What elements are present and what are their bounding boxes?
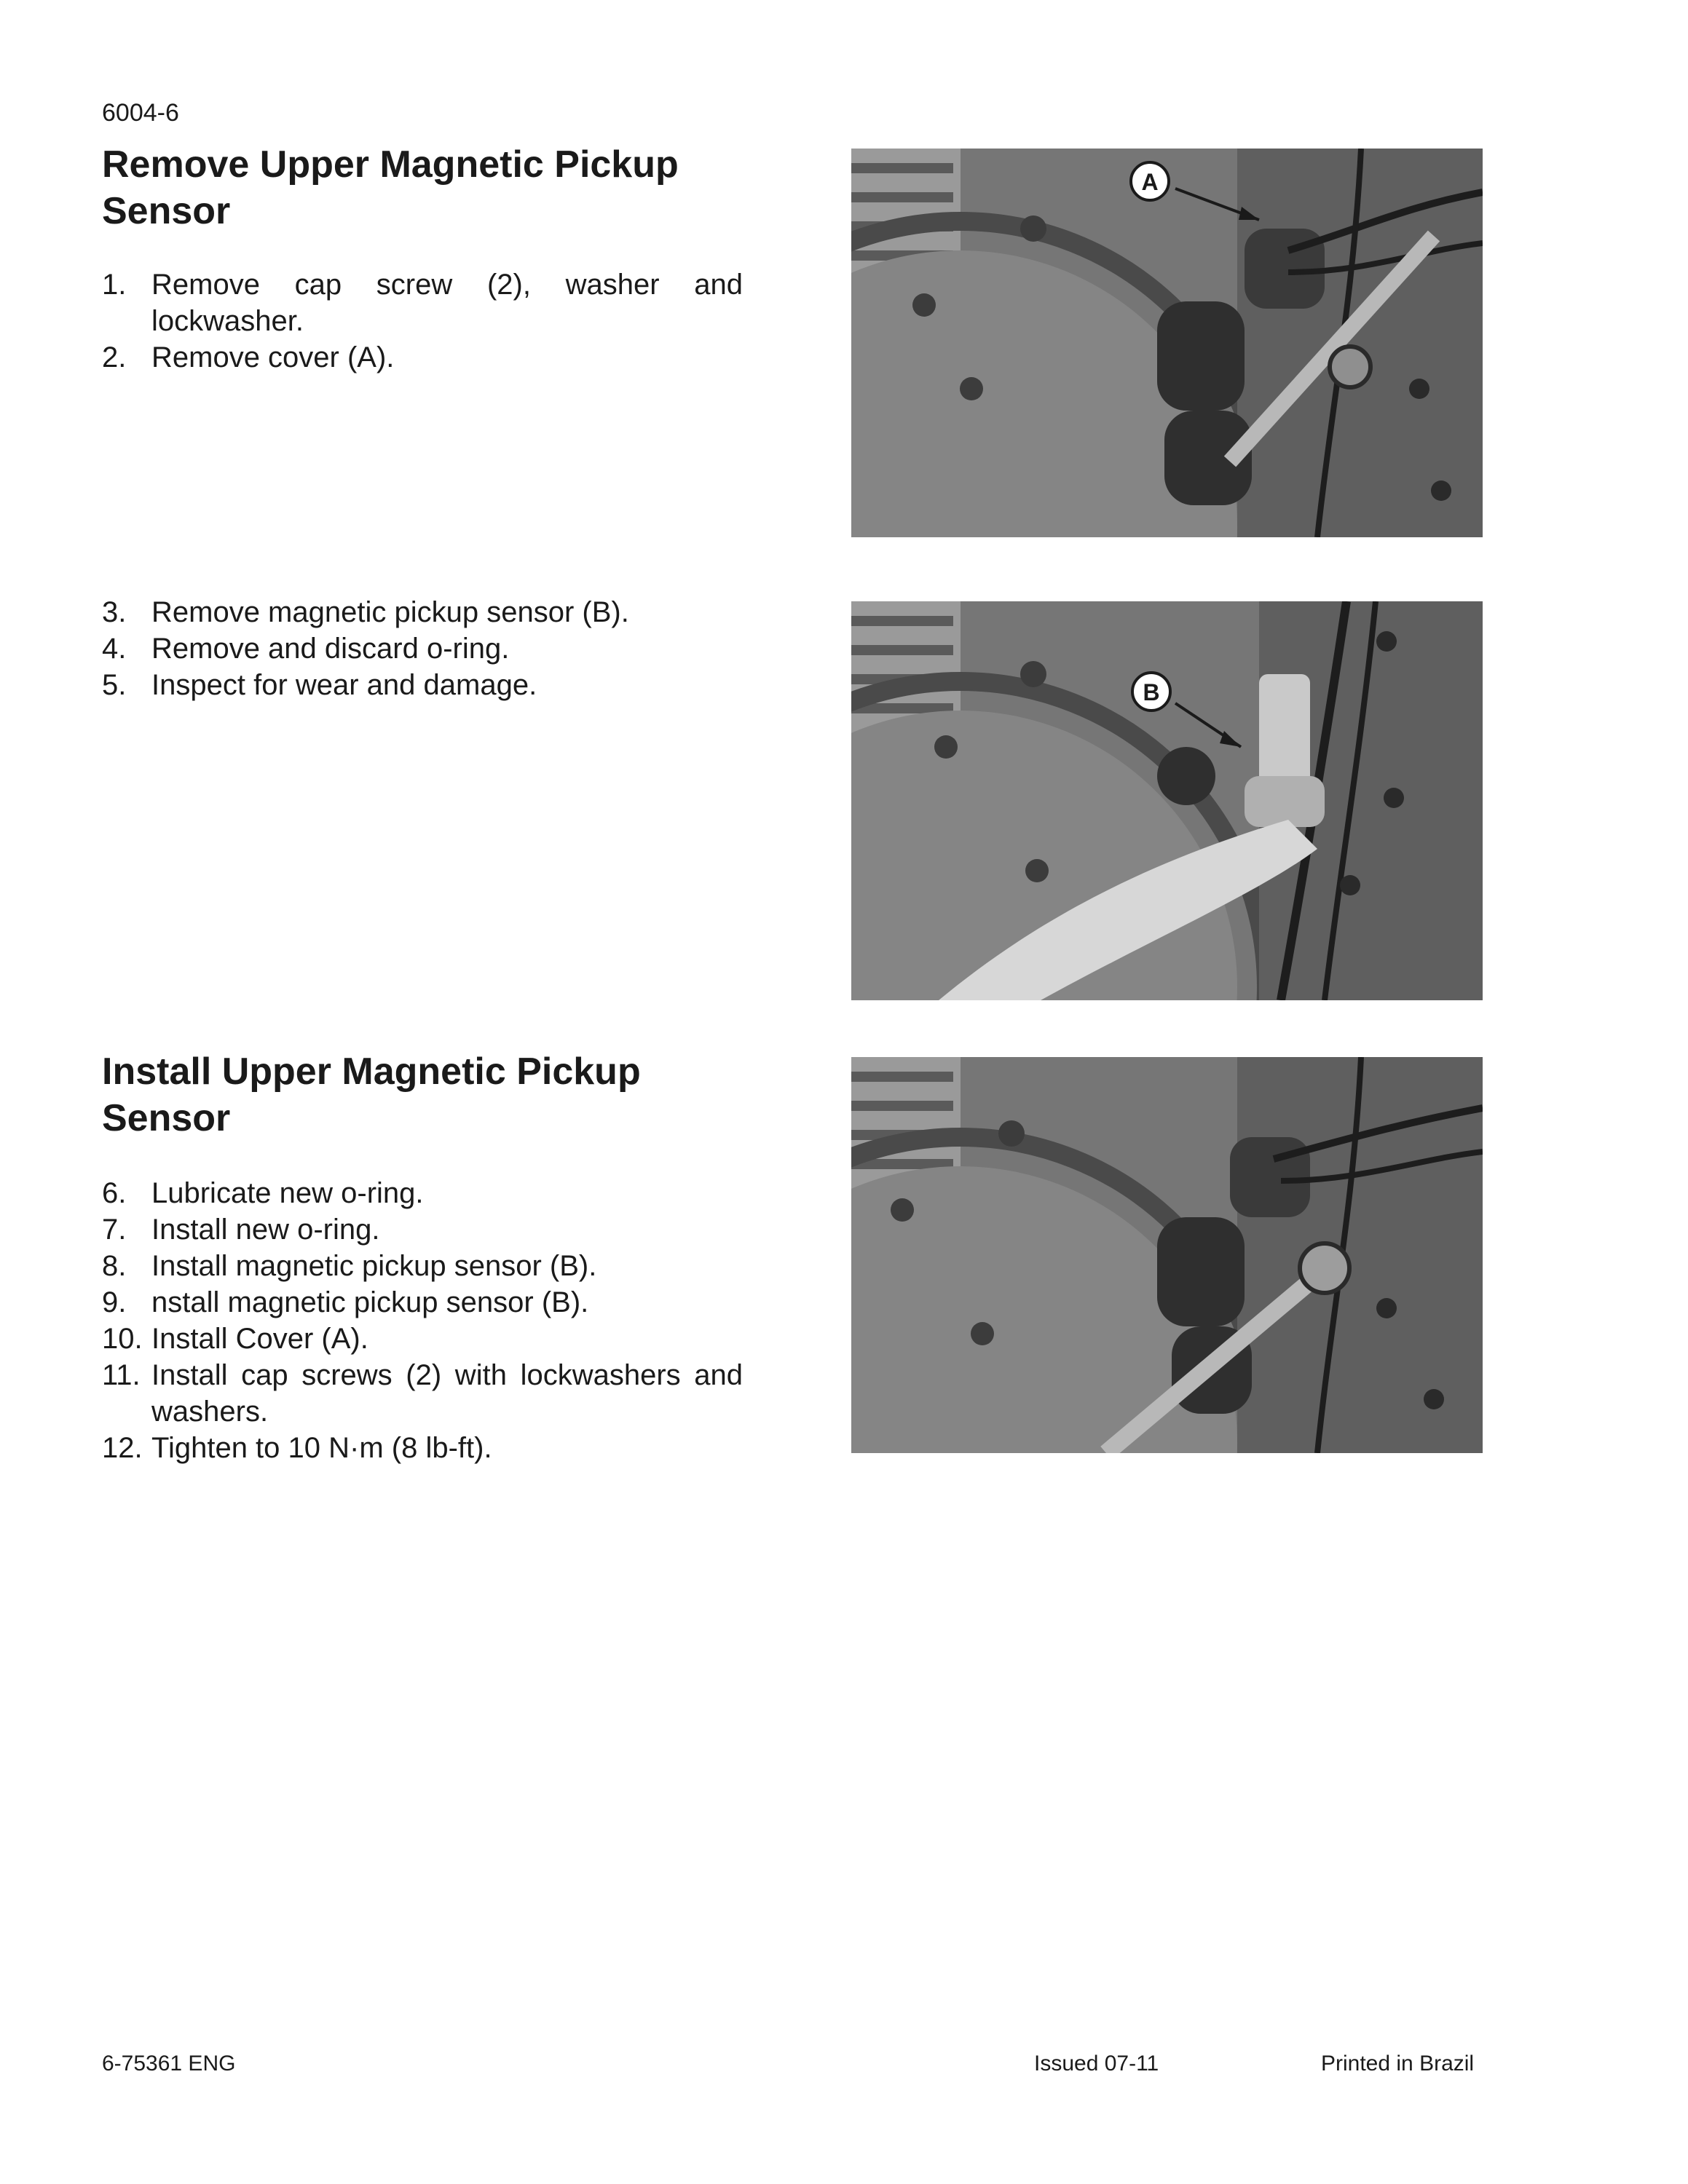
list-item xyxy=(102,1284,743,1321)
list-item xyxy=(102,667,743,703)
list-item xyxy=(102,1175,743,1211)
step-number: 5. xyxy=(102,669,127,701)
step-number: 11. xyxy=(102,1359,141,1391)
step-text: Install new o-ring. xyxy=(151,1214,380,1246)
list-item xyxy=(102,1248,743,1284)
step-number: 2. xyxy=(102,341,127,373)
step-list-install xyxy=(102,1175,743,1466)
step-number: 10. xyxy=(102,1323,143,1355)
title-line: Install Upper Magnetic Pickup xyxy=(102,1051,641,1093)
list-item xyxy=(102,594,743,630)
step-text: Remove cover (A). xyxy=(151,341,395,373)
photo-sensor-removal xyxy=(851,601,1483,1000)
step-text: Inspect for wear and damage. xyxy=(151,669,537,701)
list-item xyxy=(102,339,743,376)
list-item xyxy=(102,1430,743,1466)
step-text: Remove and discard o-ring. xyxy=(151,633,510,665)
step-text: Lubricate new o-ring. xyxy=(151,1177,424,1209)
step-list-remove-cover xyxy=(102,266,743,376)
step-text: Remove cap screw (2), washer and lockwasher. xyxy=(151,269,743,337)
step-number: 3. xyxy=(102,596,127,628)
step-text: Install Cover (A). xyxy=(151,1323,368,1355)
step-text: Install magnetic pickup sensor (B). xyxy=(151,1250,597,1282)
step-number: 6. xyxy=(102,1177,127,1209)
list-item xyxy=(102,266,743,339)
footer-issued: Issued 07-11 xyxy=(1034,2052,1159,2076)
photo-cover-removal xyxy=(851,149,1483,537)
step-number: 8. xyxy=(102,1250,127,1282)
list-item xyxy=(102,1357,743,1430)
footer-doc-code: 6-75361 ENG xyxy=(102,2052,236,2076)
title-line: Sensor xyxy=(102,1097,231,1139)
step-list-remove-sensor xyxy=(102,594,743,703)
photo-sensor-install xyxy=(851,1057,1483,1453)
section-title-remove xyxy=(102,141,757,234)
step-number: 7. xyxy=(102,1214,127,1246)
title-line: Remove Upper Magnetic Pickup xyxy=(102,143,679,186)
list-item xyxy=(102,1211,743,1248)
footer-printed: Printed in Brazil xyxy=(1321,2052,1475,2076)
page-number: 6004-6 xyxy=(102,99,179,127)
list-item xyxy=(102,630,743,667)
callout-label: B xyxy=(1143,679,1160,705)
step-text: Install cap screws (2) with lockwashers and washers. xyxy=(151,1359,743,1428)
callout-label: A xyxy=(1141,169,1159,195)
section-title-install xyxy=(102,1048,757,1142)
list-item xyxy=(102,1321,743,1357)
step-text: Tighten to 10 N·m (8 lb-ft). xyxy=(151,1432,492,1464)
step-number: 1. xyxy=(102,269,127,301)
step-number: 9. xyxy=(102,1286,127,1318)
step-number: 4. xyxy=(102,633,127,665)
step-text: nstall magnetic pickup sensor (B). xyxy=(151,1286,589,1318)
title-line: Sensor xyxy=(102,190,231,232)
step-number: 12. xyxy=(102,1432,143,1464)
step-text: Remove magnetic pickup sensor (B). xyxy=(151,596,629,628)
